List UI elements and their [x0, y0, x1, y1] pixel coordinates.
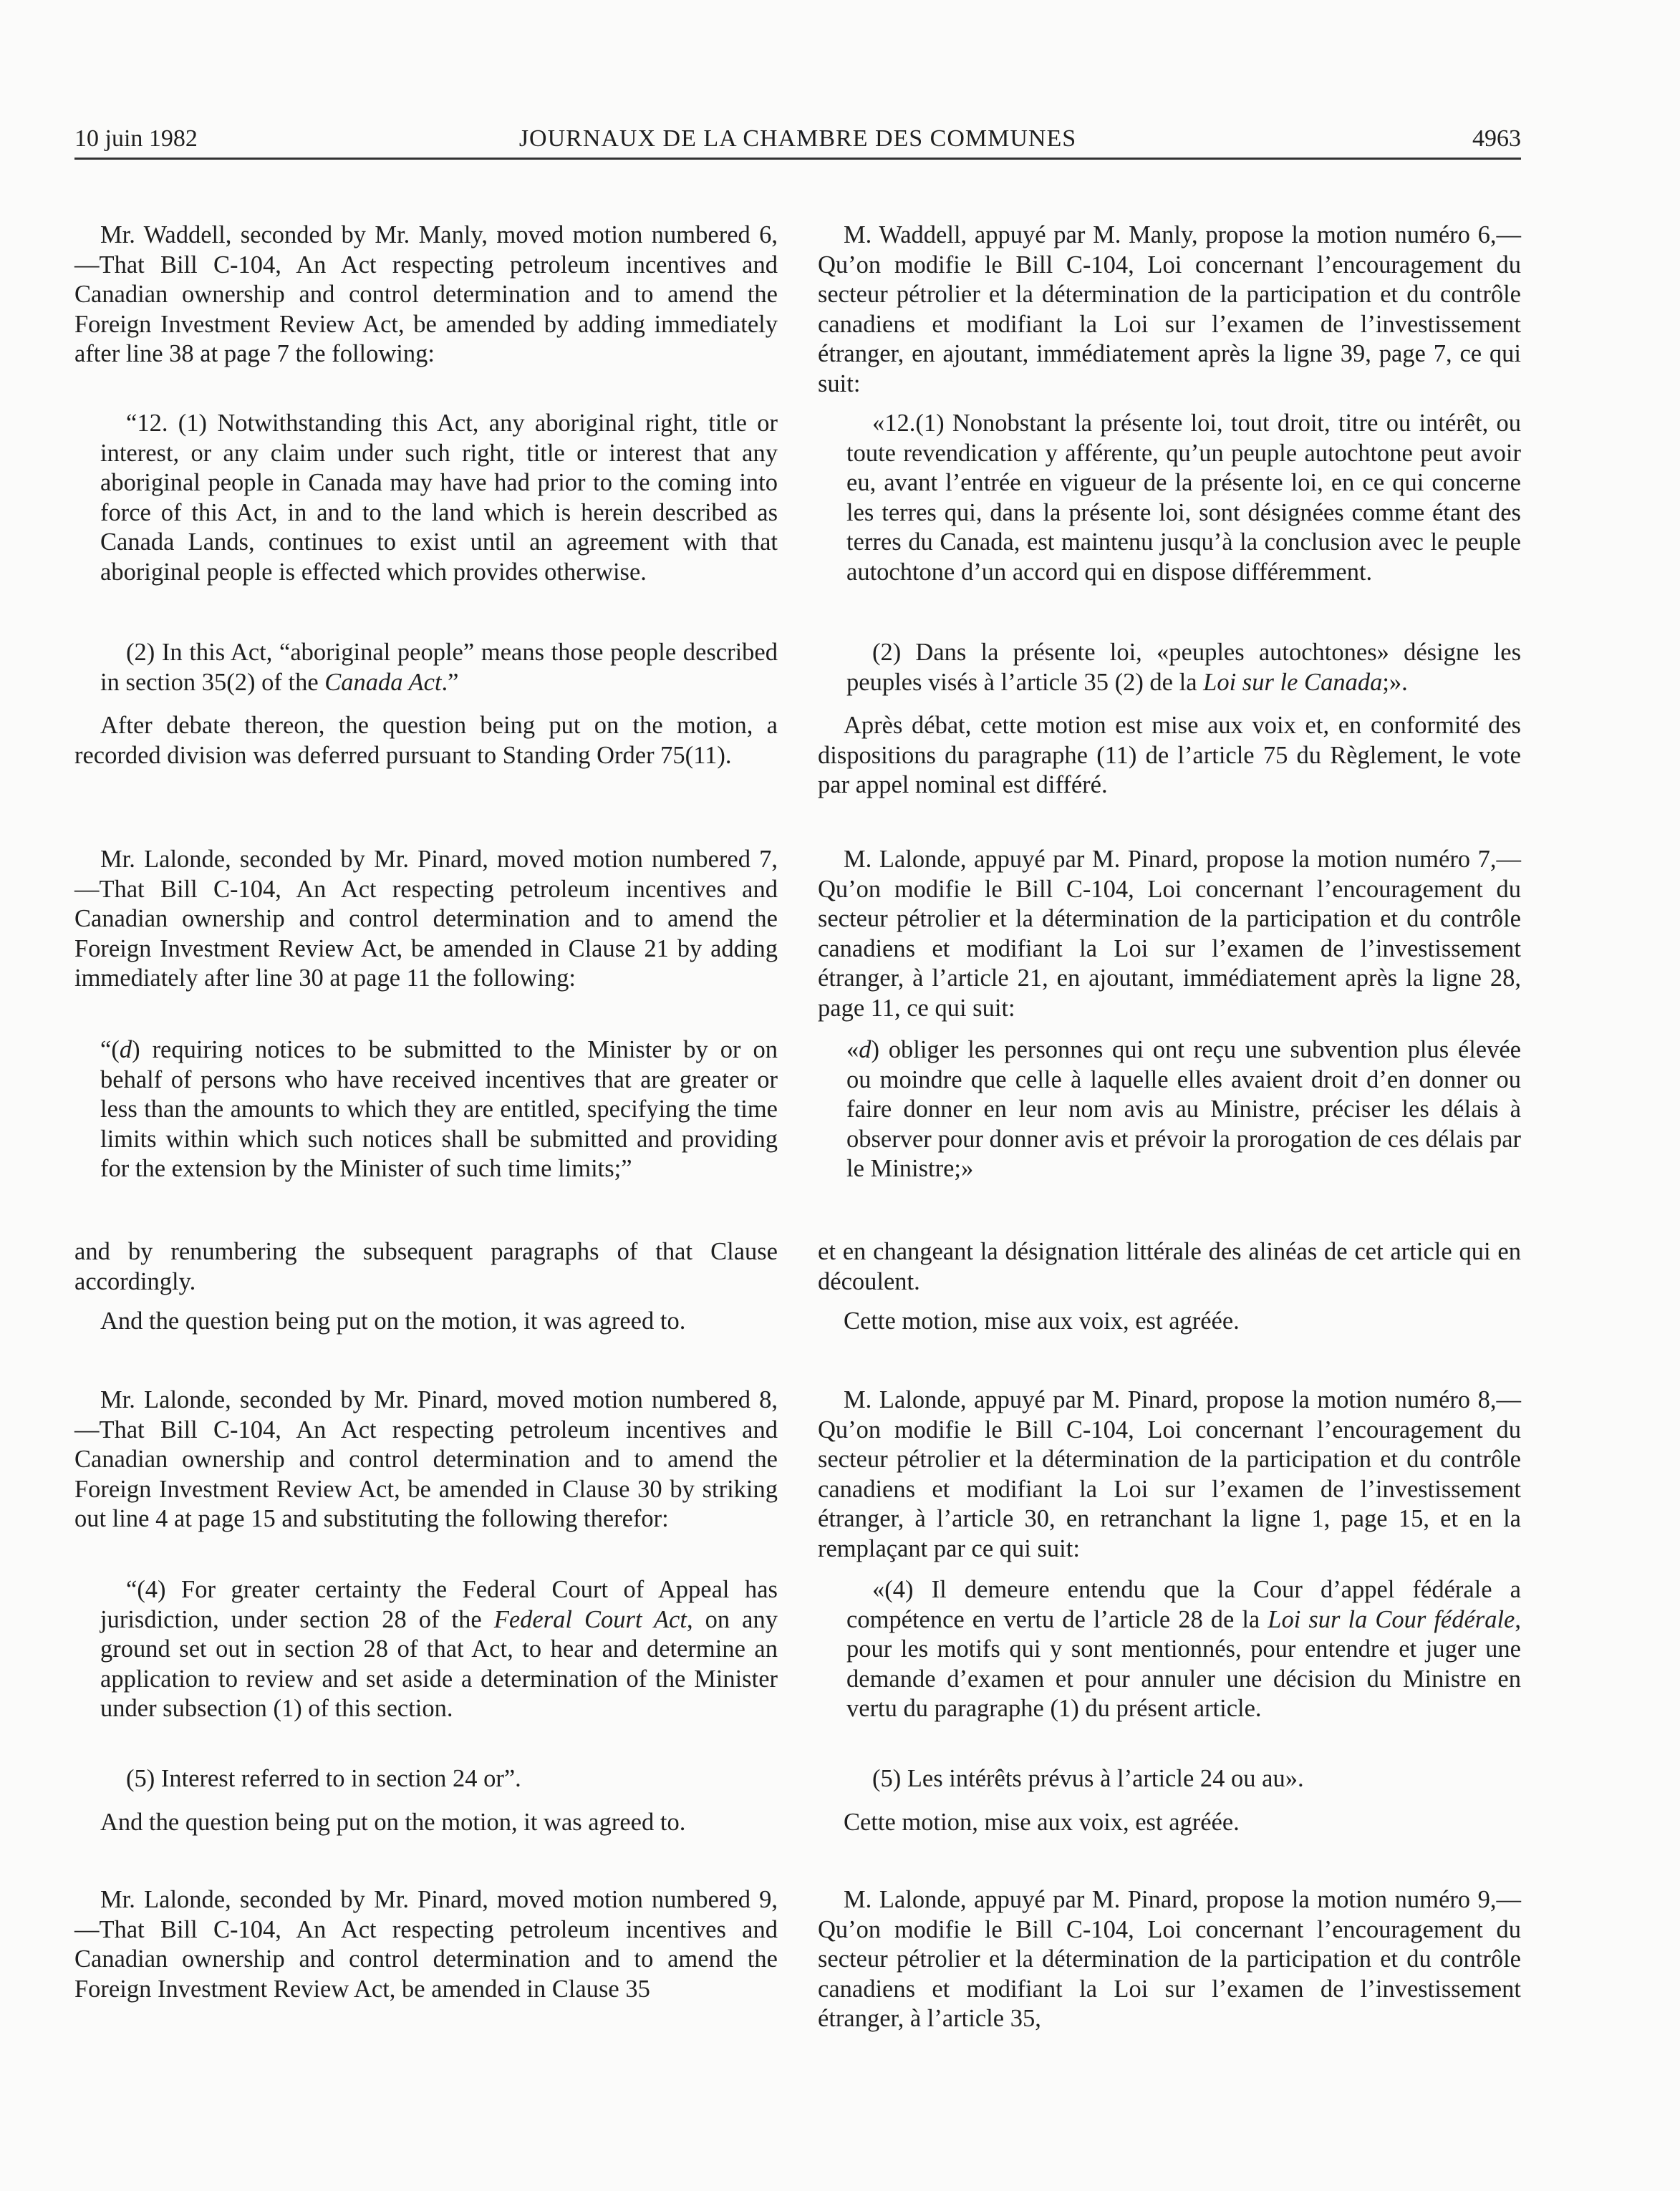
motion-6-quote-1: “12. (1) Notwithstanding this Act, any aboriginal right, title or interest, or any claim under such right, title or interest that any aboriginal people in Canada may have had prior to the coming into force of this Act, in and to the land which is herein described as Canada Lands, continues to exist until an agreement with that aboriginal people is effected which provides otherwise.: [100, 410, 778, 586]
paragraph-letter: d: [119, 1036, 132, 1063]
motion-6-quote-2: (2) In this Act, “aboriginal people” means those people described in section 35(2) of the Canada Act.”: [100, 639, 778, 696]
motion-7-renumbering: and by renumbering the subsequent paragraphs of that Clause accordingly.: [74, 1238, 778, 1295]
motion-6-intro: Mr. Waddell, seconded by Mr. Manly, moved motion numbered 6,—That Bill C-104, An Act respecting petroleum incentives and Canadian ownership and control determination and to amend the Foreign Investment Review Act, be amended by adding immediately after line 38 at page 7 the following:: [74, 221, 778, 367]
act-title: Canada Act: [324, 668, 442, 696]
motion-8-quote-1: “(4) For greater certainty the Federal Court of Appeal has jurisdiction, under section 28 of the Federal Court Act, on any ground set out in section 28 of that Act, to hear and determine an application to review and set aside a determination of the Minister under subsection (1) of this section.: [100, 1576, 778, 1722]
motion-8-intro: Mr. Lalonde, seconded by Mr. Pinard, moved motion numbered 8,—That Bill C-104, An Act respecting petroleum incentives and Canadian ownership and control determination and to amend the Foreign Investment Review Act, be amended in Clause 30 by striking out line 4 at page 15 and substituting the following therefor:: [74, 1386, 778, 1532]
header-date: 10 juin 1982: [74, 125, 198, 152]
motion-8-quote-2-fr: (5) Les intérêts prévus à l’article 24 ou au».: [872, 1765, 1304, 1792]
motion-8-result: And the question being put on the motion, it was agreed to.: [100, 1809, 686, 1836]
paragraph-letter: d: [859, 1036, 872, 1063]
motion-6-result: After debate thereon, the question being put on the motion, a recorded division was deferred pursuant to Standing Order 75(11).: [74, 712, 778, 769]
motion-6-quote-1-fr: «12.(1) Nonobstant la présente loi, tout droit, titre ou intérêt, ou toute revendication y afférente, qu’un peuple autochtone peut avoir eu, avant l’entrée en vigueur de la présente loi, en ce qui concerne les terres qui, dans la présente loi, sont désignées comme étant des terres du Canada, est maintenu jusqu’à la conclusion avec le peuple autochtone d’un accord qui en dispose différemment.: [846, 410, 1521, 586]
motion-7-result: And the question being put on the motion, it was agreed to.: [100, 1307, 686, 1335]
motion-7-result-fr: Cette motion, mise aux voix, est agréée.: [844, 1307, 1240, 1335]
motion-8-intro-fr: M. Lalonde, appuyé par M. Pinard, propose la motion numéro 8,—Qu’on modifie le Bill C-104, Loi concernant l’encouragement du secteur pétrolier et la détermination de la participation et du contrôle canadiens et modifiant la Loi sur l’examen de l’investissement étranger, à l’article 30, en retranchant la ligne 1, page 15, et en la remplaçant par ce qui suit:: [818, 1386, 1521, 1562]
motion-9-intro: Mr. Lalonde, seconded by Mr. Pinard, moved motion numbered 9,—That Bill C-104, An Act respecting petroleum incentives and Canadian ownership and control determination and to amend the Foreign Investment Review Act, be amended in Clause 35: [74, 1886, 778, 2003]
header-title: JOURNAUX DE LA CHAMBRE DES COMMUNES: [518, 125, 1077, 152]
page-number: 4963: [1472, 125, 1521, 152]
motion-7-quote: “(d) requiring notices to be submitted to the Minister by or on behalf of persons who have received incentives that are greater or less than the amounts to which they are entitled, specifying the time limits within which such notices shall be submitted and providing for the extension by the Minister of such time limits;”: [100, 1036, 778, 1182]
motion-9-intro-fr: M. Lalonde, appuyé par M. Pinard, propose la motion numéro 9,—Qu’on modifie le Bill C-104, Loi concernant l’encouragement du secteur pétrolier et la détermination de la participation et du contrôle canadiens et modifiant la Loi sur l’examen de l’investissement étranger, à l’article 35,: [818, 1886, 1521, 2032]
motion-7-intro-fr: M. Lalonde, appuyé par M. Pinard, propose la motion numéro 7,—Qu’on modifie le Bill C-104, Loi concernant l’encouragement du secteur pétrolier et la détermination de la participation et du contrôle canadiens et modifiant la Loi sur l’examen de l’investissement étranger, à l’article 21, en ajoutant, immédiatement après la ligne 28, page 11, ce qui suit:: [818, 846, 1521, 1022]
motion-7-intro: Mr. Lalonde, seconded by Mr. Pinard, moved motion numbered 7,—That Bill C-104, An Act respecting petroleum incentives and Canadian ownership and control determination and to amend the Foreign Investment Review Act, be amended in Clause 21 by adding immediately after line 30 at page 11 the following:: [74, 846, 778, 992]
motion-6-intro-fr: M. Waddell, appuyé par M. Manly, propose la motion numéro 6,—Qu’on modifie le Bill C-104, Loi concernant l’encouragement du secteur pétrolier et la détermination de la participation et du contrôle canadiens et modifiant la Loi sur l’examen de l’investissement étranger, en ajoutant, immédiatement après la ligne 39, page 7, ce qui suit:: [818, 221, 1521, 397]
act-title: Loi sur le Canada: [1203, 668, 1383, 696]
act-title: Federal Court Act: [493, 1605, 687, 1633]
running-header: [74, 123, 1521, 160]
motion-7-quote-fr: «d) obliger les personnes qui ont reçu une subvention plus élevée ou moindre que celle à laquelle elles avaient droit d’en donner ou faire donner en leur nom avis au Ministre, préciser les délais à observer pour donner avis et prévoir la prorogation de ces délais par le Ministre;»: [846, 1036, 1521, 1182]
motion-8-quote-1-fr: «(4) Il demeure entendu que la Cour d’appel fédérale a compétence en vertu de l’article 28 de la Loi sur la Cour fédérale, pour les motifs qui y sont mentionnés, pour entendre et juger une demande d’examen et pour annuler une décision du Ministre en vertu du paragraphe (1) du présent article.: [846, 1576, 1521, 1722]
motion-7-renumbering-fr: et en changeant la désignation littérale des alinéas de cet article qui en découlent.: [818, 1238, 1521, 1295]
motion-6-quote-2-fr: (2) Dans la présente loi, «peuples autochtones» désigne les peuples visés à l’article 35 (2) de la Loi sur le Canada;».: [846, 639, 1521, 696]
motion-6-result-fr: Après débat, cette motion est mise aux voix et, en conformité des dispositions du paragraphe (11) de l’article 75 du Règlement, le vote par appel nominal est différé.: [818, 712, 1521, 798]
motion-8-result-fr: Cette motion, mise aux voix, est agréée.: [844, 1809, 1240, 1836]
act-title: Loi sur la Cour fédérale: [1268, 1605, 1515, 1633]
motion-8-quote-2: (5) Interest referred to in section 24 or”.: [126, 1765, 521, 1792]
